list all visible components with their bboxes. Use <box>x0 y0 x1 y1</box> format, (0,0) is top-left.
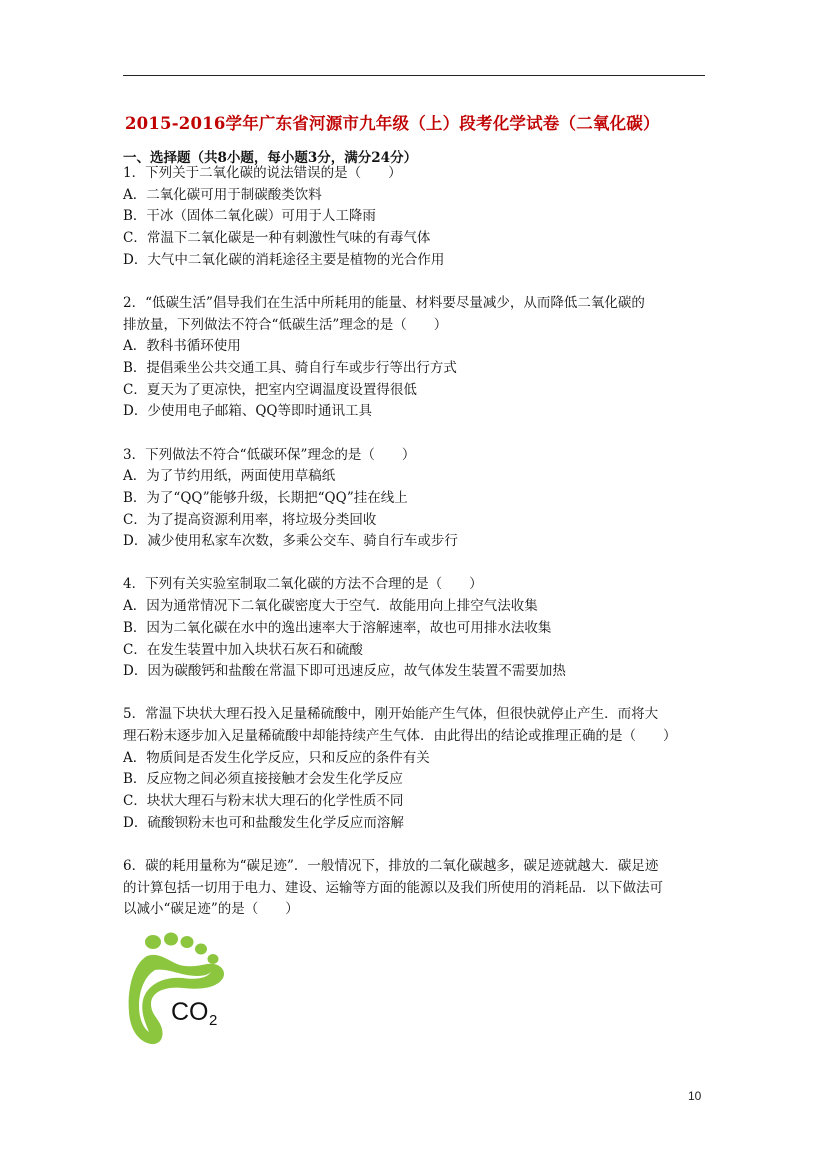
question-stem: 1．下列关于二氧化碳的说法错误的是（ ） <box>123 165 402 181</box>
document-title: 2015-2016学年广东省河源市九年级（上）段考化学试卷（二氧化碳） <box>125 114 660 133</box>
question-3 <box>123 445 713 554</box>
answer-option-C: C．在发生装置中加入块状石灰石和硫酸 <box>123 641 363 658</box>
question-6 <box>123 856 713 921</box>
header-rule <box>123 75 705 76</box>
question-4 <box>123 574 713 683</box>
logo-co-text: CO <box>171 998 209 1026</box>
answer-option-C: C．夏天为了更凉快，把室内空调温度设置得很低 <box>123 381 417 398</box>
answer-option-D: D．大气中二氧化碳的消耗途径主要是植物的光合作用 <box>123 251 445 268</box>
page-number: 10 <box>688 1089 702 1103</box>
question-5 <box>123 704 713 834</box>
answer-option-C: C．块状大理石与粉末状大理石的化学性质不同 <box>123 793 404 810</box>
question-stem: 理石粉末逐步加入足量稀硫酸中却能持续产生气体．由此得出的结论或推理正确的是（ ） <box>123 728 677 745</box>
question-stem: 排放量，下列做法不符合“低碳生活”理念的是（ ） <box>123 316 448 333</box>
answer-option-A: A．因为通常情况下二氧化碳密度大于空气．故能用向上排空气法收集 <box>123 598 538 615</box>
answer-option-B: B．为了“QQ”能够升级，长期把“QQ”挂在线上 <box>123 489 408 506</box>
answer-option-A: A．二氧化碳可用于制碳酸类饮料 <box>123 186 322 203</box>
question-stem: 的计算包括一切用于电力、建设、运输等方面的能源以及我们所使用的消耗品．以下做法可 <box>123 879 663 896</box>
answer-option-A: A．为了节约用纸，两面使用草稿纸 <box>123 468 336 485</box>
answer-option-B: B．提倡乘坐公共交通工具、骑自行车或步行等出行方式 <box>123 360 457 377</box>
answer-option-A: A．物质间是否发生化学反应，只和反应的条件有关 <box>123 749 430 766</box>
question-stem: 5．常温下块状大理石投入足量稀硫酸中，刚开始能产生气体，但很快就停止产生．而将大 <box>123 706 659 723</box>
question-stem: 3．下列做法不符合“低碳环保”理念的是（ ） <box>123 446 416 463</box>
section-heading: 一、选择题（共8小题，每小题3分，满分24分） <box>123 150 418 166</box>
answer-option-B: B．因为二氧化碳在水中的逸出速率大于溶解速率，故也可用排水法收集 <box>123 619 552 636</box>
logo-subscript-text: 2 <box>209 1012 218 1029</box>
question-stem: 2．“低碳生活”倡导我们在生活中所耗用的能量、材料要尽量减少，从而降低二氧化碳的 <box>123 294 645 311</box>
answer-option-D: D．减少使用私家车次数，多乘公交车、骑自行车或步行 <box>123 533 458 550</box>
question-stem: 6．碳的耗用量称为“碳足迹”．一般情况下，排放的二氧化碳越多，碳足迹就越大．碳足迹 <box>123 857 659 874</box>
answer-option-A: A．教科书循环使用 <box>123 338 241 355</box>
question-2 <box>123 293 713 423</box>
question-stem: 4．下列有关实验室制取二氧化碳的方法不合理的是（ ） <box>123 576 483 593</box>
answer-option-B: B．干冰（固体二氧化碳）可用于人工降雨 <box>123 208 376 225</box>
answer-option-D: D．因为碳酸钙和盐酸在常温下即可迅速反应，故气体发生装置不需要加热 <box>123 663 566 680</box>
answer-option-C: C．为了提高资源利用率，将垃圾分类回收 <box>123 511 377 528</box>
answer-option-D: D．少使用电子邮箱、QQ等即时通讯工具 <box>123 403 372 420</box>
question-stem: 以减小“碳足迹”的是（ ） <box>123 901 299 918</box>
question-1 <box>123 163 713 272</box>
answer-option-D: D．硫酸钡粉末也可和盐酸发生化学反应而溶解 <box>123 814 404 831</box>
answer-option-B: B．反应物之间必须直接接触才会发生化学反应 <box>123 771 403 788</box>
question-list <box>123 163 713 942</box>
answer-option-C: C．常温下二氧化碳是一种有刺激性气味的有毒气体 <box>123 230 431 247</box>
carbon-footprint-logo <box>125 930 235 1046</box>
